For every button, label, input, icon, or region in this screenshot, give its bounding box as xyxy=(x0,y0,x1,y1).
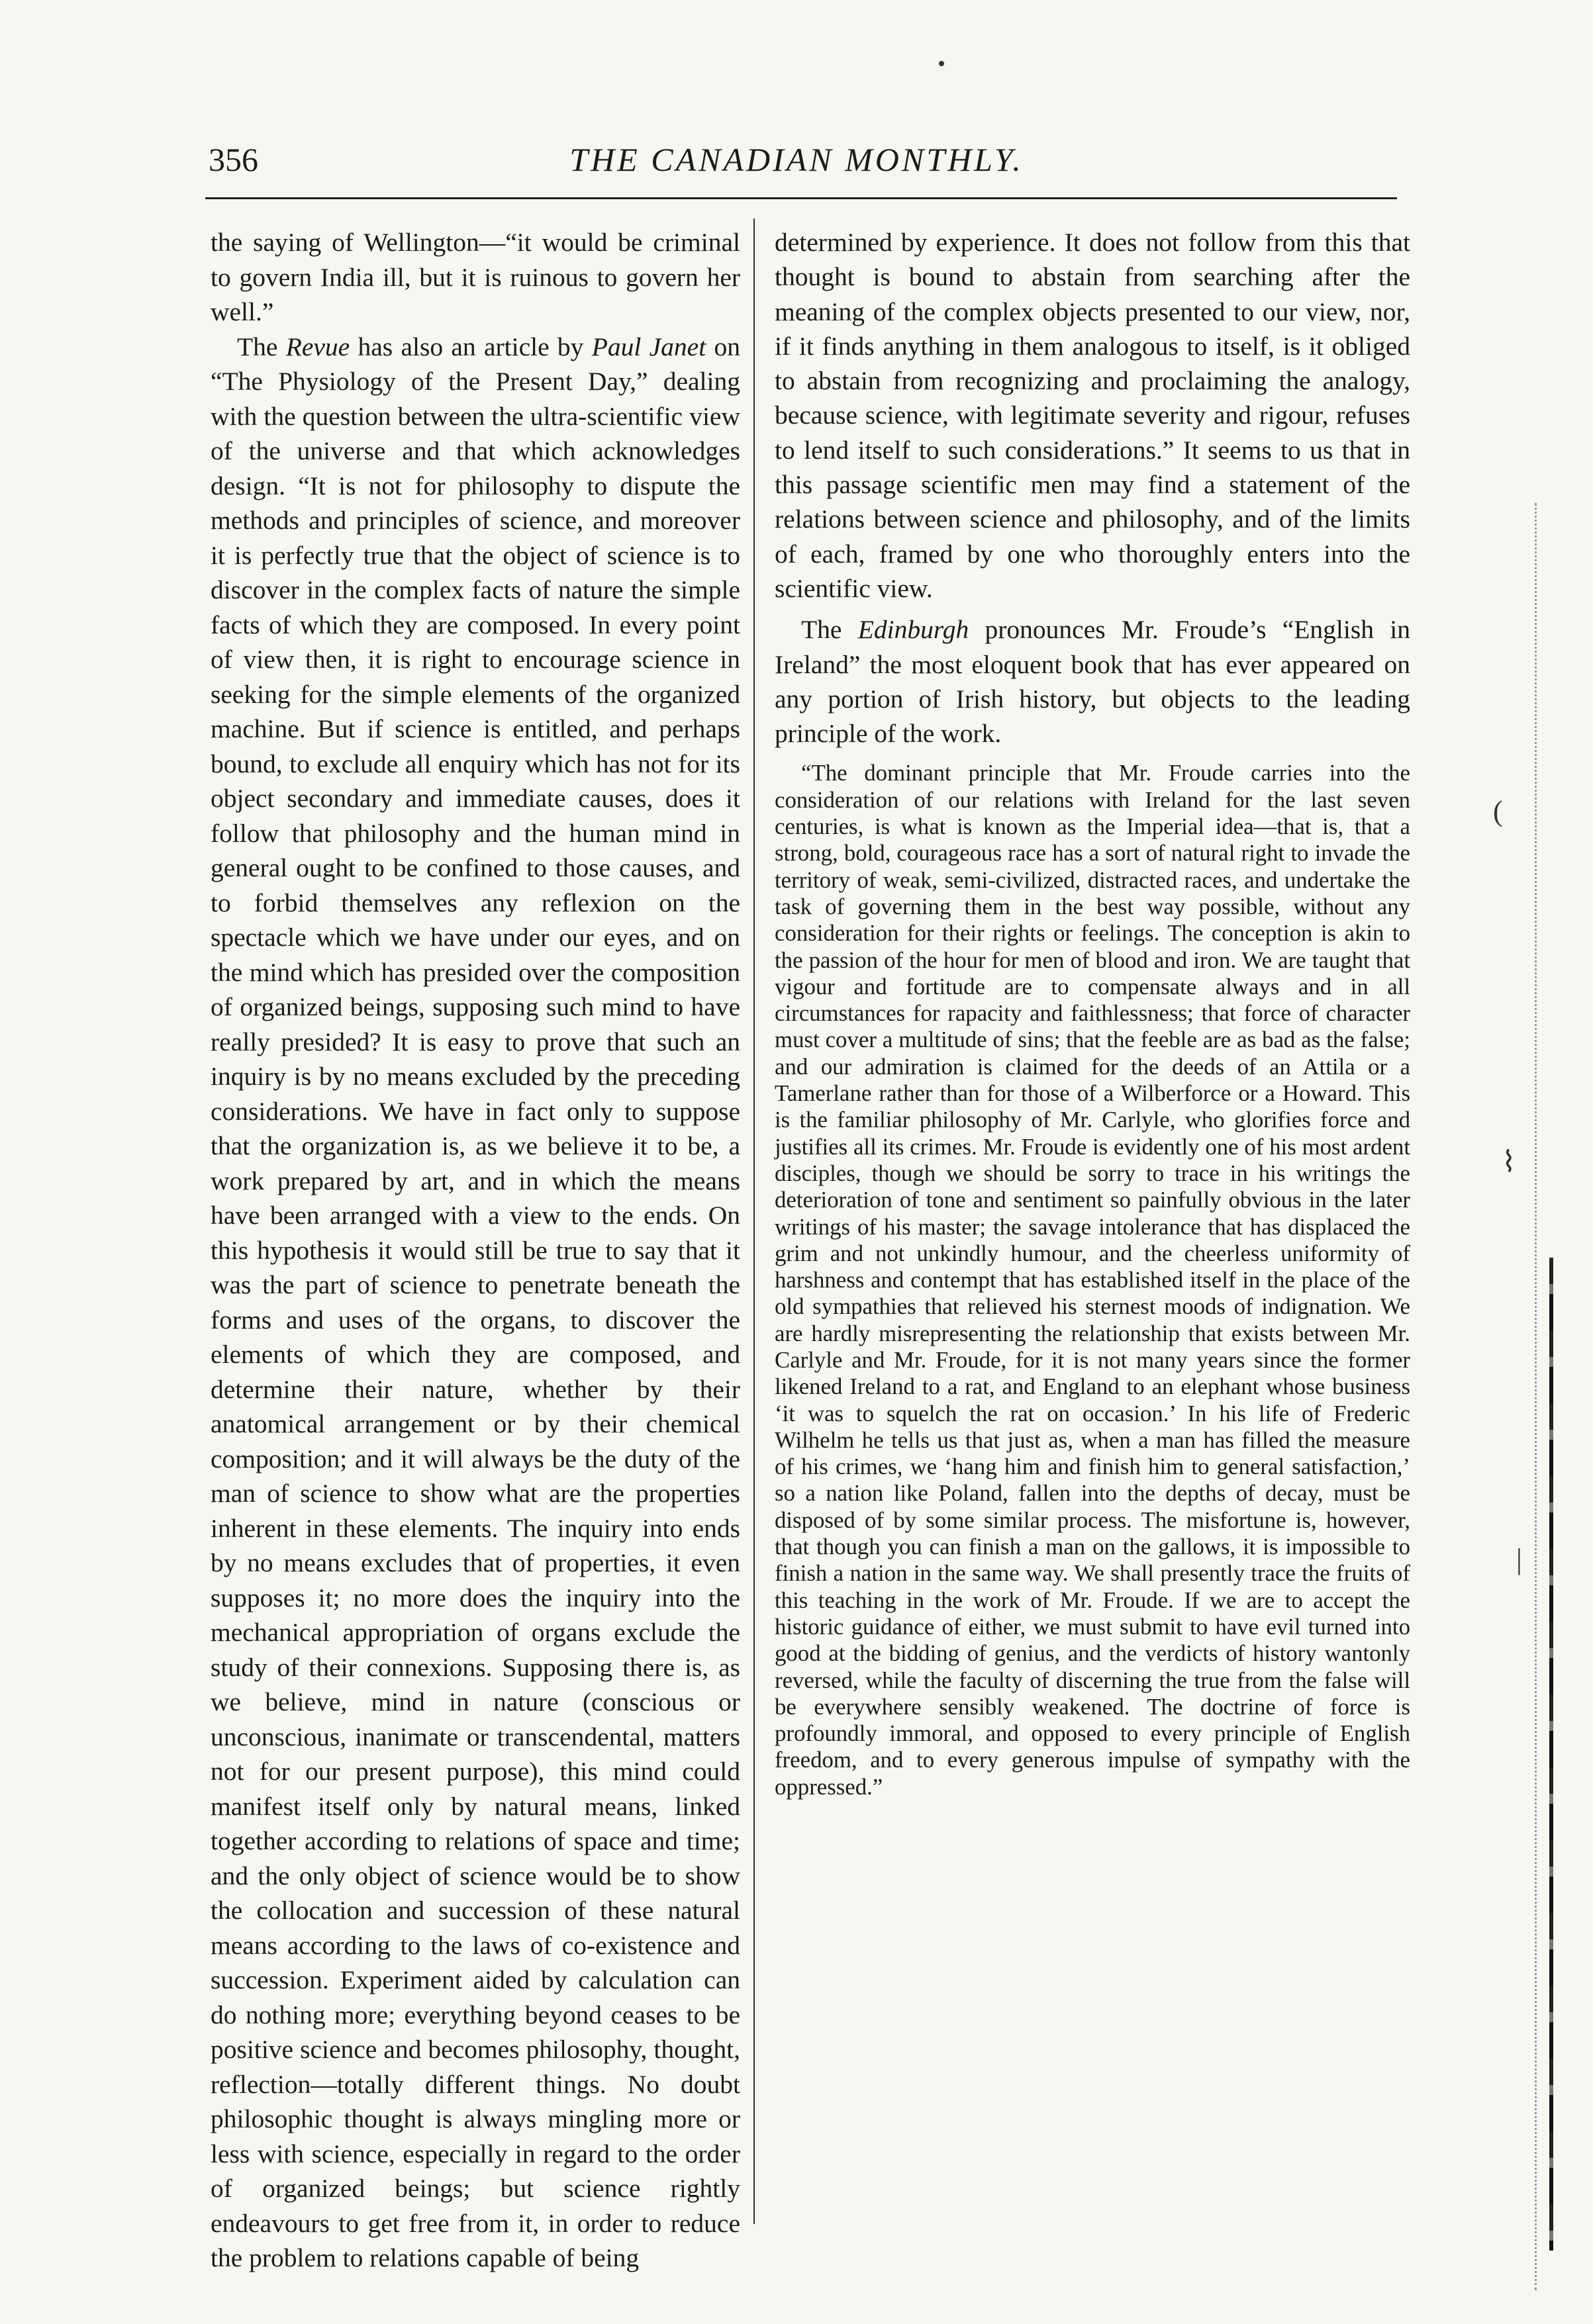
journal-title: Revue xyxy=(285,332,350,361)
running-title: THE CANADIAN MONTHLY. xyxy=(569,141,1024,178)
left-column xyxy=(211,225,740,2276)
paragraph: determined by experience. It does not follow from this that thought is bound to abstain from searching after the meaning of the complex objects presented to our view, nor, if it finds anything in them analogous to itself, is it obliged to abstain from recognizing and proclaiming the analogy, because science, with legitimate severity and rigour, refuses to lend itself to such considerations.” It seems to us that in this passage scientific men may find a statement of the relations between science and philosophy, and of the limits of each, framed by one who thoroughly enters into the scientific view. xyxy=(775,228,1410,603)
page-number: 356 xyxy=(209,141,258,178)
margin-mark: ( xyxy=(1493,795,1503,827)
column-divider xyxy=(753,218,755,2224)
right-column xyxy=(775,225,1410,1800)
text-run: on “The Physiology of the Present Day,” dealing with the question between the ultra-scientific view of the universe and that which acknowledges design. “It is not for philosophy to dispute the methods and principles of science, and moreover it is perfectly true that the object of science is to discover in the complex facts of nature the simple facts of which they are composed. In every point of view then, it is right to encourage science in seeking for the simple elements of the organized machine. But if science is entitled, and perhaps bound, to exclude all enquiry which has not for its object secondary and immediate causes, does it follow that philosophy and the human mind in general ought to be confined to those causes, and to forbid themselves any reflexion on the spectacle which we have under our eyes, and on the mind which has presided over the composition of organized beings, supposing such mind to have really presided? It is easy to prove that such an inquiry is by no means excluded by the preceding considerations. We have in fact only to suppose that the organization is, as we believe it to be, a work prepared by art, and in which the means have been arranged with a view to the ends. On this hypothesis it would still be true to say that it was the part of science to penetrate beneath the forms and uses of the organs, to discover the elements of which they are composed, and determine their nature, whether by their anatomical arrangement or by their chemical composition; and it will always be the duty of the man of science to show what are the properties inherent in these elements. The inquiry into ends by no means excludes that of properties, it even supposes it; no more does the inquiry into the mechanical appropriation of organs exclude the study of their connexions. Supposing there is, as we believe, mind in nature (conscious or unconscious, inanimate or transcendental, matters not for our present purpose), this mind could manifest itself only by natural means, linked together according to relations of space and time; and the only object of science would be to show the collocation and succession of these natural means according to the laws of co-existence and succession. Experiment aided by calculation can do nothing more; everything beyond ceases to be positive science and becomes philosophy, thought, reflection—totally different things. No doubt philosophic thought is always mingling more or less with science, especially in regard to the order of organized beings; but science rightly endeavours to get free from it, in order to reduce the problem to relations capable of being xyxy=(211,332,740,2272)
text-run: has also an article by xyxy=(350,332,592,361)
ink-speck xyxy=(939,61,944,66)
text-run: The xyxy=(237,332,286,361)
text-run: pronounces Mr. Froude’s “English in Ireland” the most eloquent book that has ever appeared on any portion of Irish history, but objects to the leading principle of the work. xyxy=(775,615,1410,749)
block-quote: “The dominant principle that Mr. Froude carries into the consideration of our relations with Ireland for the last seven centuries, is what is known as the Imperial idea—that is, that a strong, bold, courageous race has a sort of natural right to invade the territory of weak, semi-civilized, distracted races, and undertake the task of governing them in the best way possible, without any consideration for their rights or feelings. The conception is akin to the passion of the hour for men of blood and iron. We are taught that vigour and fortitude are to compensate always and in all circumstances for rapacity and faithlessness; that force of character must cover a multitude of sins; that the feeble are as bad as the false; and our admiration is claimed for the deeds of an Attila or a Tamerlane rather than for those of a Wilberforce or a Howard. This is the familiar philosophy of Mr. Carlyle, who glorifies force and justifies all its crimes. Mr. Froude is evidently one of his most ardent disciples, though we should be sorry to trace in his writings the deterioration of tone and sentiment so painfully obvious in the later writings of his master; the savage intolerance that has displaced the grim and not unkindly humour, and the cheerless uniformity of harshness and contempt that has established itself in the place of the old sympathies that relieved his sternest moods of indignation. We are hardly misrepresenting the relationship that exists between Mr. Carlyle and Mr. Froude, for it is not many years since the former likened Ireland to a rat, and England to an elephant whose business ‘it was to squelch the rat on occasion.’ In his life of Frederic Wilhelm he tells us that just as, when a man has filled the measure of his crimes, we ‘hang him and finish him to general satisfaction,’ so a nation like Poland, fallen into the depths of decay, must be disposed of by some similar process. The misfortune is, however, that though you can finish a man on the gallows, it is impossible to finish a nation in the same way. We shall presently trace the fruits of this teaching in the work of Mr. Froude. If we are to accept the historic guidance of either, we must submit to have evil turned into good at the bidding of genius, and the verdicts of history wantonly reversed, while the faculty of discerning the true from the false will be everywhere sensibly weakened. The doctrine of force is profoundly immoral, and opposed to every principle of English freedom, and to every generous impulse of sympathy with the oppressed.” xyxy=(775,760,1410,1800)
page-header xyxy=(0,140,1593,187)
text-run: The xyxy=(801,615,858,645)
header-rule xyxy=(205,197,1397,199)
binding-edge xyxy=(1549,1258,1553,2251)
paragraph xyxy=(775,612,1410,751)
paragraph: the saying of Wellington—“it would be criminal to govern India ill, but it is ruinous to govern her well.” xyxy=(211,228,740,326)
spacer xyxy=(775,751,1410,760)
margin-mark: | xyxy=(1516,1543,1522,1575)
author-name: Paul Janet xyxy=(591,332,706,361)
paragraph xyxy=(211,330,740,2276)
page-edge-shadow xyxy=(1535,503,1539,2290)
journal-title: Edinburgh xyxy=(857,615,969,645)
margin-mark: ⌇ xyxy=(1502,1146,1516,1178)
